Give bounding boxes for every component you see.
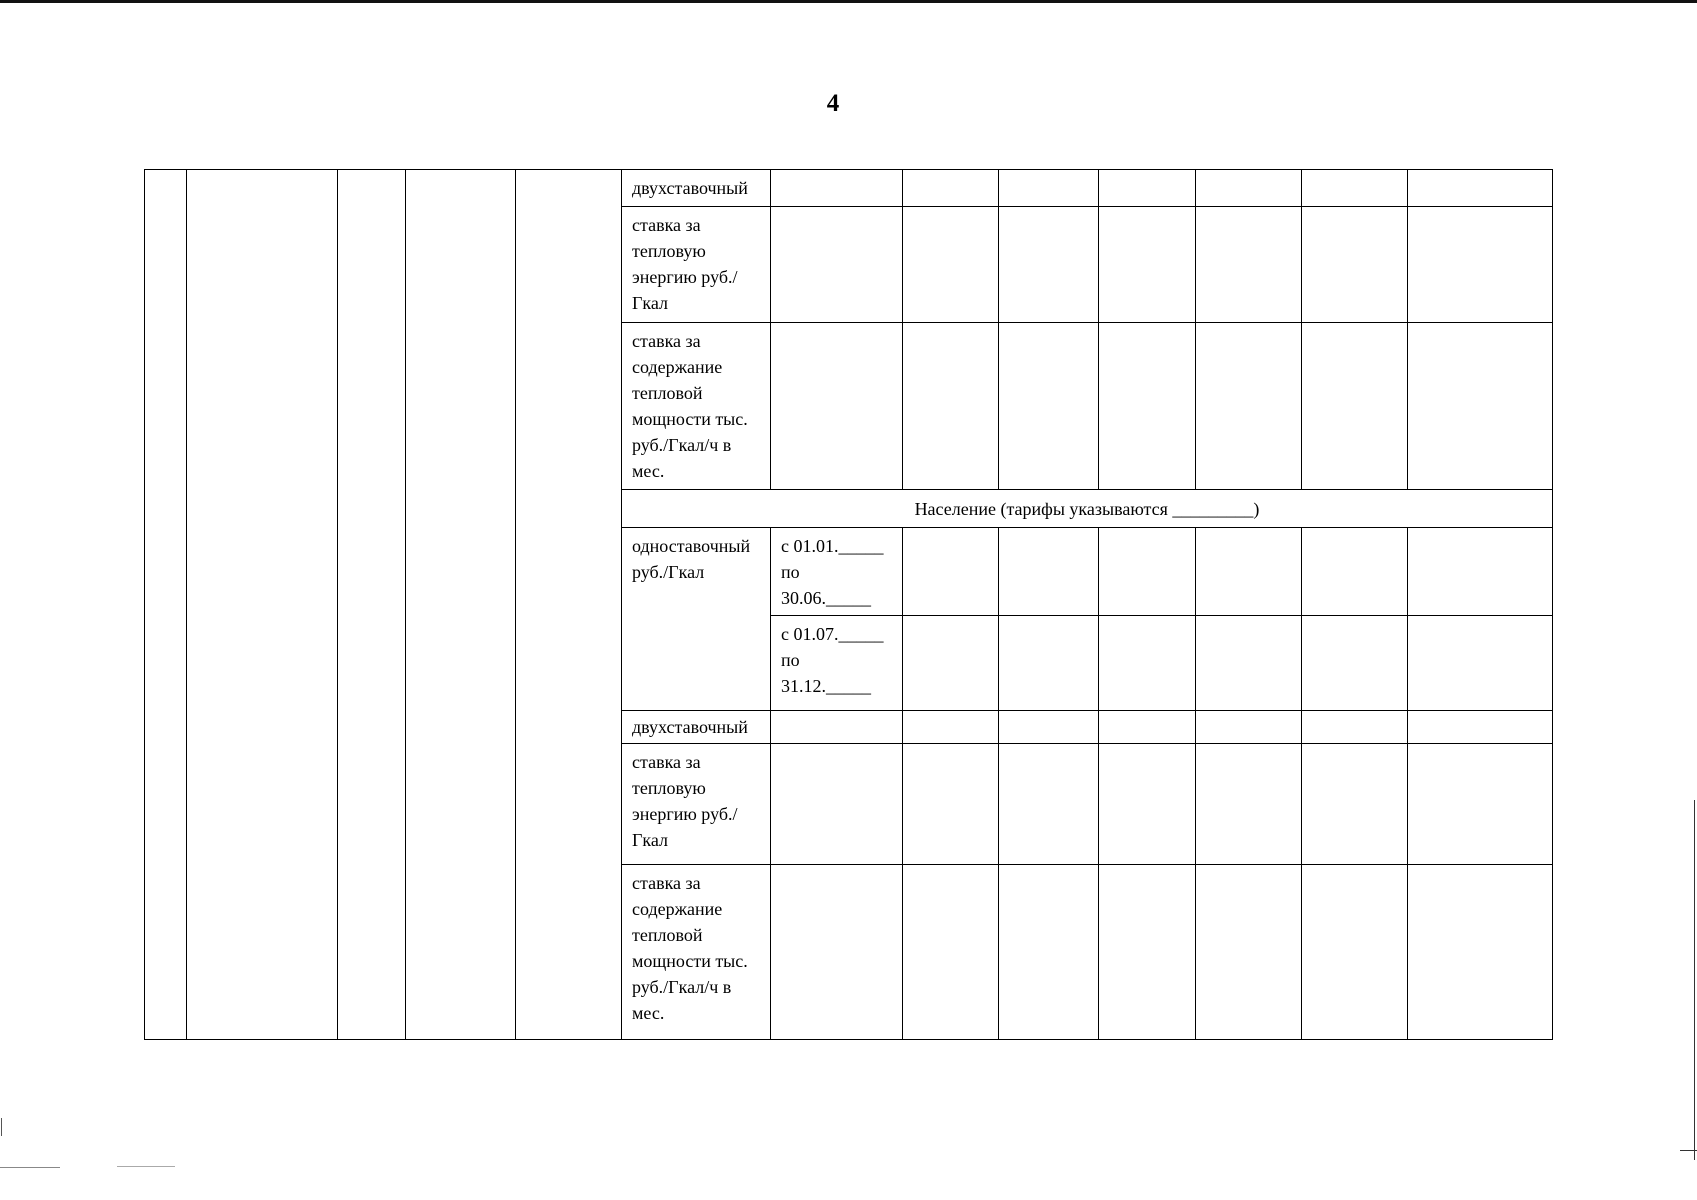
empty-cell (999, 865, 1099, 1040)
scan-artifact (1694, 800, 1695, 1160)
scan-artifact (1680, 1150, 1697, 1151)
two-part-tariff-label: двухставочный (622, 711, 771, 744)
energy-rate-label: ставка за тепловую энергию руб./Гкал (622, 744, 771, 865)
empty-cell (1196, 170, 1302, 207)
one-part-tariff-label: одноставочный руб./Гкал (622, 528, 771, 711)
empty-cell (187, 170, 338, 1040)
empty-cell (1099, 323, 1196, 490)
empty-cell (1408, 323, 1553, 490)
empty-cell (999, 207, 1099, 323)
empty-cell (903, 711, 999, 744)
empty-cell (1302, 170, 1408, 207)
empty-cell (903, 616, 999, 711)
empty-cell (1099, 865, 1196, 1040)
period-first-half: с 01.01._____ по 30.06._____ (771, 528, 903, 616)
scan-artifact (1, 1118, 2, 1136)
empty-cell (1302, 207, 1408, 323)
empty-cell (1196, 323, 1302, 490)
empty-cell (1196, 207, 1302, 323)
empty-cell (771, 744, 903, 865)
table-row (145, 170, 1553, 207)
capacity-rate-label: ставка за содержание тепловой мощности тыс. руб./Гкал/ч в мес. (622, 865, 771, 1040)
empty-cell (1408, 711, 1553, 744)
empty-cell (1196, 616, 1302, 711)
empty-cell (1408, 744, 1553, 865)
scan-top-edge (0, 0, 1697, 3)
empty-cell (1099, 207, 1196, 323)
empty-cell (1408, 170, 1553, 207)
empty-cell (516, 170, 622, 1040)
empty-cell (1196, 528, 1302, 616)
capacity-rate-label: ставка за содержание тепловой мощности тыс. руб./Гкал/ч в мес. (622, 323, 771, 490)
page-number: 4 (826, 90, 840, 117)
empty-cell (1099, 616, 1196, 711)
empty-cell (771, 865, 903, 1040)
empty-cell (1099, 528, 1196, 616)
empty-cell (1099, 170, 1196, 207)
empty-cell (1302, 616, 1408, 711)
empty-cell (338, 170, 406, 1040)
empty-cell (903, 170, 999, 207)
empty-cell (1408, 528, 1553, 616)
empty-cell (999, 711, 1099, 744)
empty-cell (1302, 711, 1408, 744)
empty-cell (406, 170, 516, 1040)
tariff-table (144, 169, 1553, 1040)
empty-cell (999, 528, 1099, 616)
empty-cell (1302, 865, 1408, 1040)
two-part-tariff-label: двухставочный (622, 170, 771, 207)
empty-cell (1196, 711, 1302, 744)
empty-cell (771, 207, 903, 323)
empty-cell (771, 711, 903, 744)
empty-cell (771, 323, 903, 490)
empty-cell (999, 744, 1099, 865)
empty-cell (1302, 744, 1408, 865)
empty-cell (771, 170, 903, 207)
empty-cell (1302, 323, 1408, 490)
scan-artifact (0, 1167, 60, 1168)
empty-cell (999, 616, 1099, 711)
empty-cell (1302, 528, 1408, 616)
empty-cell (1196, 744, 1302, 865)
empty-cell (1099, 744, 1196, 865)
empty-cell (903, 207, 999, 323)
population-section-header: Население (тарифы указываются _________) (622, 490, 1553, 528)
empty-cell (903, 323, 999, 490)
empty-cell (999, 323, 1099, 490)
empty-cell (1196, 865, 1302, 1040)
empty-cell (1099, 711, 1196, 744)
empty-cell (145, 170, 187, 1040)
empty-cell (999, 170, 1099, 207)
empty-cell (903, 865, 999, 1040)
period-second-half: с 01.07._____ по 31.12._____ (771, 616, 903, 711)
empty-cell (903, 528, 999, 616)
empty-cell (903, 744, 999, 865)
energy-rate-label: ставка за тепловую энергию руб./Гкал (622, 207, 771, 323)
empty-cell (1408, 865, 1553, 1040)
empty-cell (1408, 616, 1553, 711)
empty-cell (1408, 207, 1553, 323)
scan-artifact (117, 1166, 175, 1167)
